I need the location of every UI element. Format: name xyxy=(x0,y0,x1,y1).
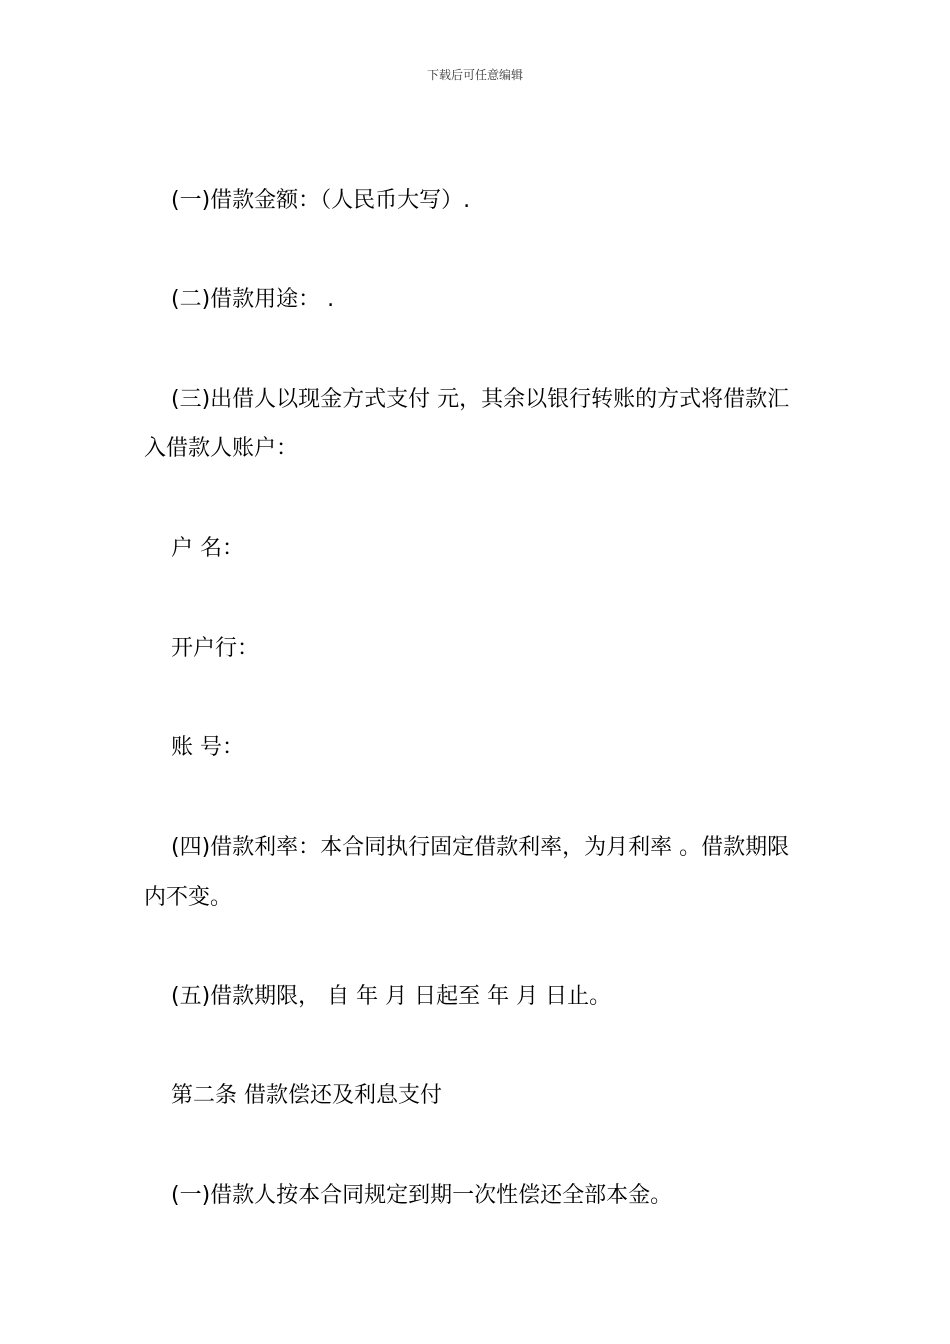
payment-method-clause-line1: (三)出借人以现金方式支付 元，其余以银行转账的方式将借款汇 xyxy=(171,387,790,412)
loan-purpose-clause: (二)借款用途： . xyxy=(171,287,335,312)
page-header: 下载后可任意编辑 xyxy=(426,68,523,82)
payment-method-clause-line2: 入借款人账户： xyxy=(144,436,299,461)
account-name-label: 户 名： xyxy=(171,536,244,561)
account-number-label: 账 号： xyxy=(171,735,244,760)
article-two-heading: 第二条 借款偿还及利息支付 xyxy=(171,1083,442,1108)
interest-rate-clause-line1: (四)借款利率：本合同执行固定借款利率，为月利率 。借款期限 xyxy=(171,835,790,860)
interest-rate-clause-line2: 内不变。 xyxy=(144,885,233,910)
repayment-clause: (一)借款人按本合同规定到期一次性偿还全部本金。 xyxy=(171,1183,673,1208)
bank-name-label: 开户行： xyxy=(171,636,260,661)
loan-amount-clause: (一)借款金额：（人民币大写）. xyxy=(171,188,471,213)
loan-term-clause: (五)借款期限， 自 年 月 日起至 年 月 日止。 xyxy=(171,984,612,1009)
